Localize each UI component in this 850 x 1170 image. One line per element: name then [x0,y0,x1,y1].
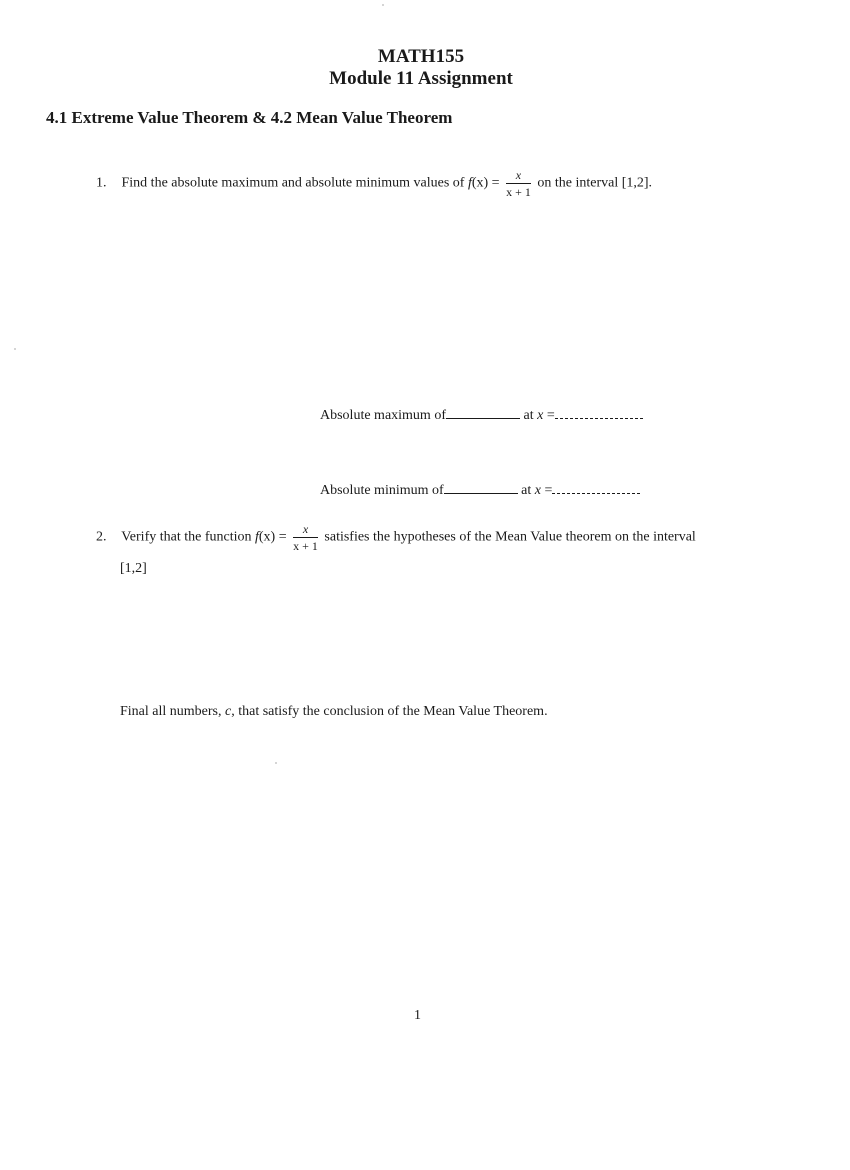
question-1-interval-text: on the interval [1,2]. [537,175,653,191]
absolute-maximum-x-blank[interactable] [555,405,643,419]
question-2-hypotheses-text: satisfies the hypotheses of the Mean Value theorem on the interval [324,529,696,545]
question-2 [96,522,696,553]
scan-speck [382,4,384,6]
answer-line-absolute-maximum [320,404,643,424]
page-number: 1 [414,1008,421,1023]
absolute-maximum-at-label: at [523,408,534,423]
section-heading: 4.1 Extreme Value Theorem & 4.2 Mean Value Theorem [46,108,453,127]
absolute-minimum-variable: x [534,483,541,498]
question-2-function-arg: (x) = [258,529,287,545]
question-2-followup-variable: c [225,704,232,719]
question-1-function-arg: (x) = [471,175,500,191]
absolute-minimum-label: Absolute minimum of [320,483,444,498]
scan-speck [14,348,16,350]
absolute-maximum-label: Absolute maximum of [320,408,446,423]
question-1-function-name: f [467,175,472,191]
question-2-function-name: f [255,529,259,545]
assignment-title: Module 11 Assignment [329,68,513,89]
question-2-followup-text-end: , that satisfy the conclusion of the Mean Value Theorem. [231,704,548,719]
question-2-interval: [1,2] [120,561,147,576]
question-1 [96,168,652,199]
question-1-fraction-numerator: x [506,168,531,184]
question-1-number: 1. [96,175,107,191]
scan-speck [275,762,277,764]
question-2-fraction [293,522,318,553]
absolute-maximum-equals: = [546,408,555,423]
absolute-minimum-x-blank[interactable] [552,480,640,494]
absolute-maximum-variable: x [537,408,544,423]
question-2-fraction-denominator: x + 1 [293,539,318,553]
question-2-fraction-numerator: x [293,522,318,538]
question-2-text: Verify that the function [121,529,252,545]
question-1-text: Find the absolute maximum and absolute minimum values of [121,175,465,191]
absolute-minimum-value-blank[interactable] [444,479,518,494]
question-1-fraction [506,168,531,199]
question-2-number: 2. [96,529,107,545]
question-1-fraction-denominator: x + 1 [506,185,531,199]
absolute-minimum-equals: = [544,483,553,498]
absolute-minimum-at-label: at [521,483,532,498]
absolute-maximum-value-blank[interactable] [446,404,520,419]
question-2-followup [120,704,548,720]
course-title: MATH155 [377,46,465,67]
answer-line-absolute-minimum [320,479,640,499]
question-2-followup-text: Final all numbers, [120,704,222,719]
